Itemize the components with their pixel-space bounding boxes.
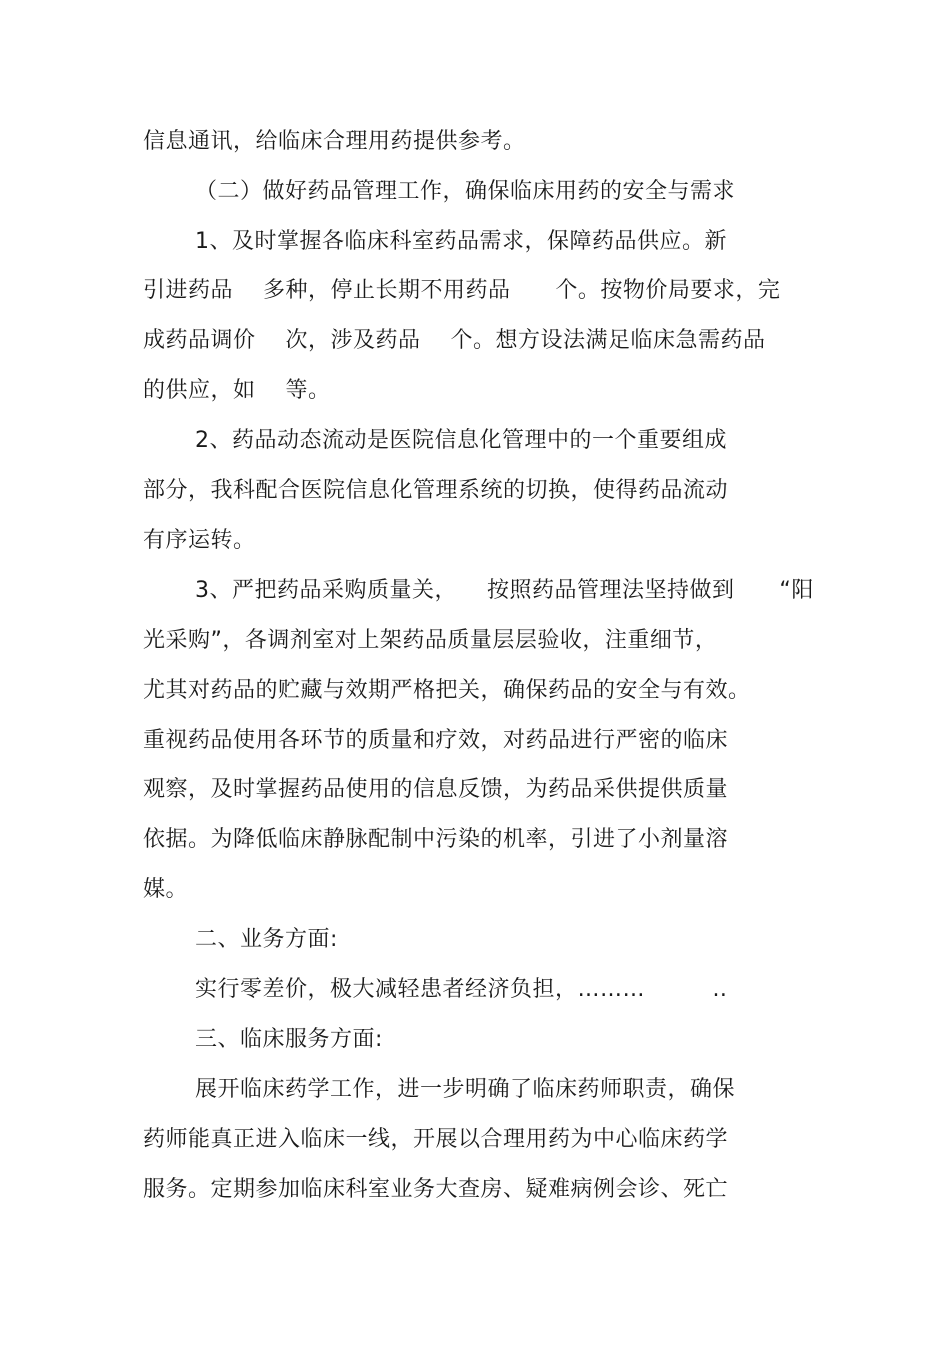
text-line: 部分，我科配合医院信息化管理系统的切换，使得药品流动 xyxy=(143,478,729,503)
text-line: 引进药品 多种，停止长期不用药品 个。按物价局要求，完 xyxy=(143,278,781,303)
text-line: 3、严把药品采购质量关， 按照药品管理法坚持做到 “阳 xyxy=(195,578,814,603)
section-heading: （二）做好药品管理工作，确保临床用药的安全与需求 xyxy=(195,179,736,204)
text-line: 尤其对药品的贮藏与效期严格把关，确保药品的安全与有效。 xyxy=(143,678,751,703)
text-line: 展开临床药学工作，进一步明确了临床药师职责，确保 xyxy=(195,1077,736,1102)
text-line: 重视药品使用各环节的质量和疗效，对药品进行严密的临床 xyxy=(143,728,729,753)
text-line: 实行零差价，极大减轻患者经济负担，……… .. xyxy=(195,977,728,1002)
text-line: 的供应，如 等。 xyxy=(143,378,331,403)
text-line: 成药品调价 次，涉及药品 个。想方设法满足临床急需药品 xyxy=(143,328,766,353)
text-line: 2、药品动态流动是医院信息化管理中的一个重要组成 xyxy=(195,428,727,453)
text-line: 依据。为降低临床静脉配制中污染的机率，引进了小剂量溶 xyxy=(143,827,729,852)
text-line: 药师能真正进入临床一线，开展以合理用药为中心临床药学 xyxy=(143,1127,729,1152)
text-line: 服务。定期参加临床科室业务大查房、疑难病例会诊、死亡 xyxy=(143,1177,729,1202)
text-line: 观察，及时掌握药品使用的信息反馈，为药品采供提供质量 xyxy=(143,777,729,802)
text-line: 1、及时掌握各临床科室药品需求，保障药品供应。新 xyxy=(195,229,727,254)
section-heading: 三、临床服务方面: xyxy=(195,1027,383,1052)
section-heading: 二、业务方面: xyxy=(195,927,338,952)
text-line: 光采购”，各调剂室对上架药品质量层层验收，注重细节， xyxy=(143,628,718,653)
text-line: 媒。 xyxy=(143,877,189,902)
text-line: 信息通讯，给临床合理用药提供参考。 xyxy=(143,129,526,154)
text-line: 有序运转。 xyxy=(143,528,256,553)
